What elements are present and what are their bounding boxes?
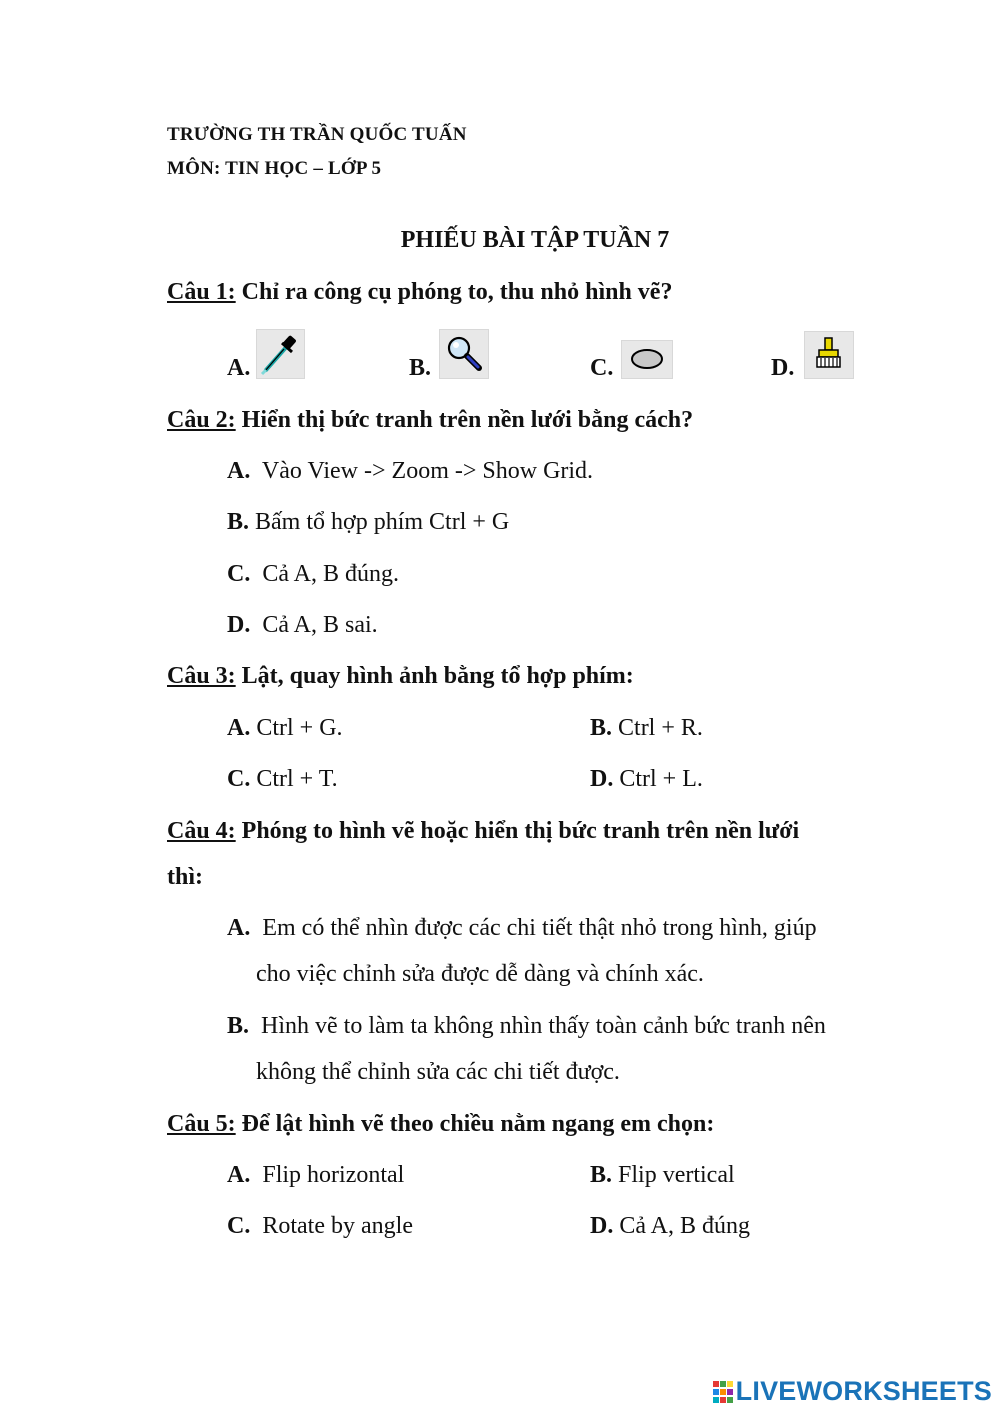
q3-option-c-letter: C. xyxy=(227,766,251,792)
question-4-text-line2: thì: xyxy=(167,864,203,890)
q1-option-d-label[interactable]: D. xyxy=(771,355,795,381)
question-1-number: Câu 1: xyxy=(167,279,236,305)
q1-option-a-label[interactable]: A. xyxy=(227,355,251,381)
q2-option-a-letter: A. xyxy=(227,458,251,484)
q4-option-a[interactable] xyxy=(227,915,817,942)
question-2-number: Câu 2: xyxy=(167,407,236,433)
subject-line: MÔN: TIN HỌC – LỚP 5 xyxy=(167,158,382,179)
q5-option-a-letter: A. xyxy=(227,1162,251,1188)
brush-icon[interactable] xyxy=(804,331,854,379)
question-2-text: Hiển thị bức tranh trên nền lưới bằng cách? xyxy=(235,407,694,433)
q2-option-b-letter: B. xyxy=(227,509,250,535)
q4-option-a-line1: Em có thể nhìn được các chi tiết thật nhỏ trong hình, giúp xyxy=(250,915,817,941)
q3-option-a[interactable] xyxy=(227,715,343,742)
q3-option-b[interactable] xyxy=(590,715,703,742)
question-3-number: Câu 3: xyxy=(167,663,236,689)
q1-option-b-label[interactable]: B. xyxy=(409,355,432,381)
question-5 xyxy=(167,1111,714,1138)
q4-option-b-line2[interactable]: không thể chỉnh sửa các chi tiết được. xyxy=(256,1059,620,1085)
q5-option-d[interactable] xyxy=(590,1213,750,1240)
question-3 xyxy=(167,663,634,690)
magnifier-icon[interactable] xyxy=(439,329,489,379)
q2-option-b[interactable] xyxy=(227,509,509,536)
question-2 xyxy=(167,407,693,434)
q5-option-b-text: Flip vertical xyxy=(612,1162,735,1188)
ellipse-icon[interactable] xyxy=(621,340,673,379)
q5-option-c-letter: C. xyxy=(227,1213,251,1239)
q2-option-b-text: Bấm tổ hợp phím Ctrl + G xyxy=(249,509,510,535)
q4-option-a-letter: A. xyxy=(227,915,251,941)
school-name: TRƯỜNG TH TRẦN QUỐC TUẤN xyxy=(167,124,467,145)
q2-option-c-text: Cả A, B đúng. xyxy=(250,561,400,587)
q2-option-d-text: Cả A, B sai. xyxy=(250,612,378,638)
q3-option-a-text: Ctrl + G. xyxy=(250,715,343,741)
q5-option-b[interactable] xyxy=(590,1162,735,1189)
liveworksheets-mark-icon xyxy=(713,1381,733,1403)
question-4-text-line1: Phóng to hình vẽ hoặc hiển thị bức tranh trên nền lưới xyxy=(235,818,800,844)
q4-option-a-line2[interactable]: cho việc chỉnh sửa được dễ dàng và chính xác. xyxy=(256,961,704,987)
q5-option-a[interactable] xyxy=(227,1162,404,1189)
q2-option-c[interactable] xyxy=(227,561,399,588)
q2-option-c-letter: C. xyxy=(227,561,251,587)
q5-option-a-text: Flip horizontal xyxy=(250,1162,405,1188)
question-4-number: Câu 4: xyxy=(167,818,236,844)
q5-option-d-text: Cả A, B đúng xyxy=(613,1213,751,1239)
q3-option-d-text: Ctrl + L. xyxy=(613,766,703,792)
q4-option-b-letter: B. xyxy=(227,1013,250,1039)
q3-option-b-text: Ctrl + R. xyxy=(612,715,703,741)
q3-option-c-text: Ctrl + T. xyxy=(250,766,338,792)
q5-option-c[interactable] xyxy=(227,1213,413,1240)
question-4 xyxy=(167,818,799,845)
q2-option-a-text: Vào View -> Zoom -> Show Grid. xyxy=(250,458,594,484)
q2-option-d-letter: D. xyxy=(227,612,251,638)
question-1 xyxy=(167,279,672,306)
question-1-text: Chỉ ra công cụ phóng to, thu nhỏ hình vẽ? xyxy=(235,279,673,305)
q4-option-b[interactable] xyxy=(227,1013,826,1040)
question-5-text: Để lật hình vẽ theo chiều nằm ngang em chọn: xyxy=(235,1111,715,1137)
q4-option-b-line1: Hình vẽ to làm ta không nhìn thấy toàn cảnh bức tranh nên xyxy=(249,1013,826,1039)
q3-option-d[interactable] xyxy=(590,766,703,793)
q3-option-b-letter: B. xyxy=(590,715,613,741)
question-5-number: Câu 5: xyxy=(167,1111,236,1137)
q3-option-a-letter: A. xyxy=(227,715,251,741)
q2-option-a[interactable] xyxy=(227,458,593,485)
worksheet-title: PHIẾU BÀI TẬP TUẦN 7 xyxy=(400,227,670,253)
liveworksheets-logo[interactable] xyxy=(713,1376,992,1407)
question-3-text: Lật, quay hình ảnh bằng tổ hợp phím: xyxy=(235,663,634,689)
q1-option-c-label[interactable]: C. xyxy=(590,355,614,381)
q5-option-d-letter: D. xyxy=(590,1213,614,1239)
liveworksheets-brand-text: LIVEWORKSHEETS xyxy=(735,1376,992,1406)
q3-option-c[interactable] xyxy=(227,766,338,793)
q2-option-d[interactable] xyxy=(227,612,378,639)
q5-option-c-text: Rotate by angle xyxy=(250,1213,413,1239)
eyedropper-icon[interactable] xyxy=(256,329,305,379)
q3-option-d-letter: D. xyxy=(590,766,614,792)
q5-option-b-letter: B. xyxy=(590,1162,613,1188)
